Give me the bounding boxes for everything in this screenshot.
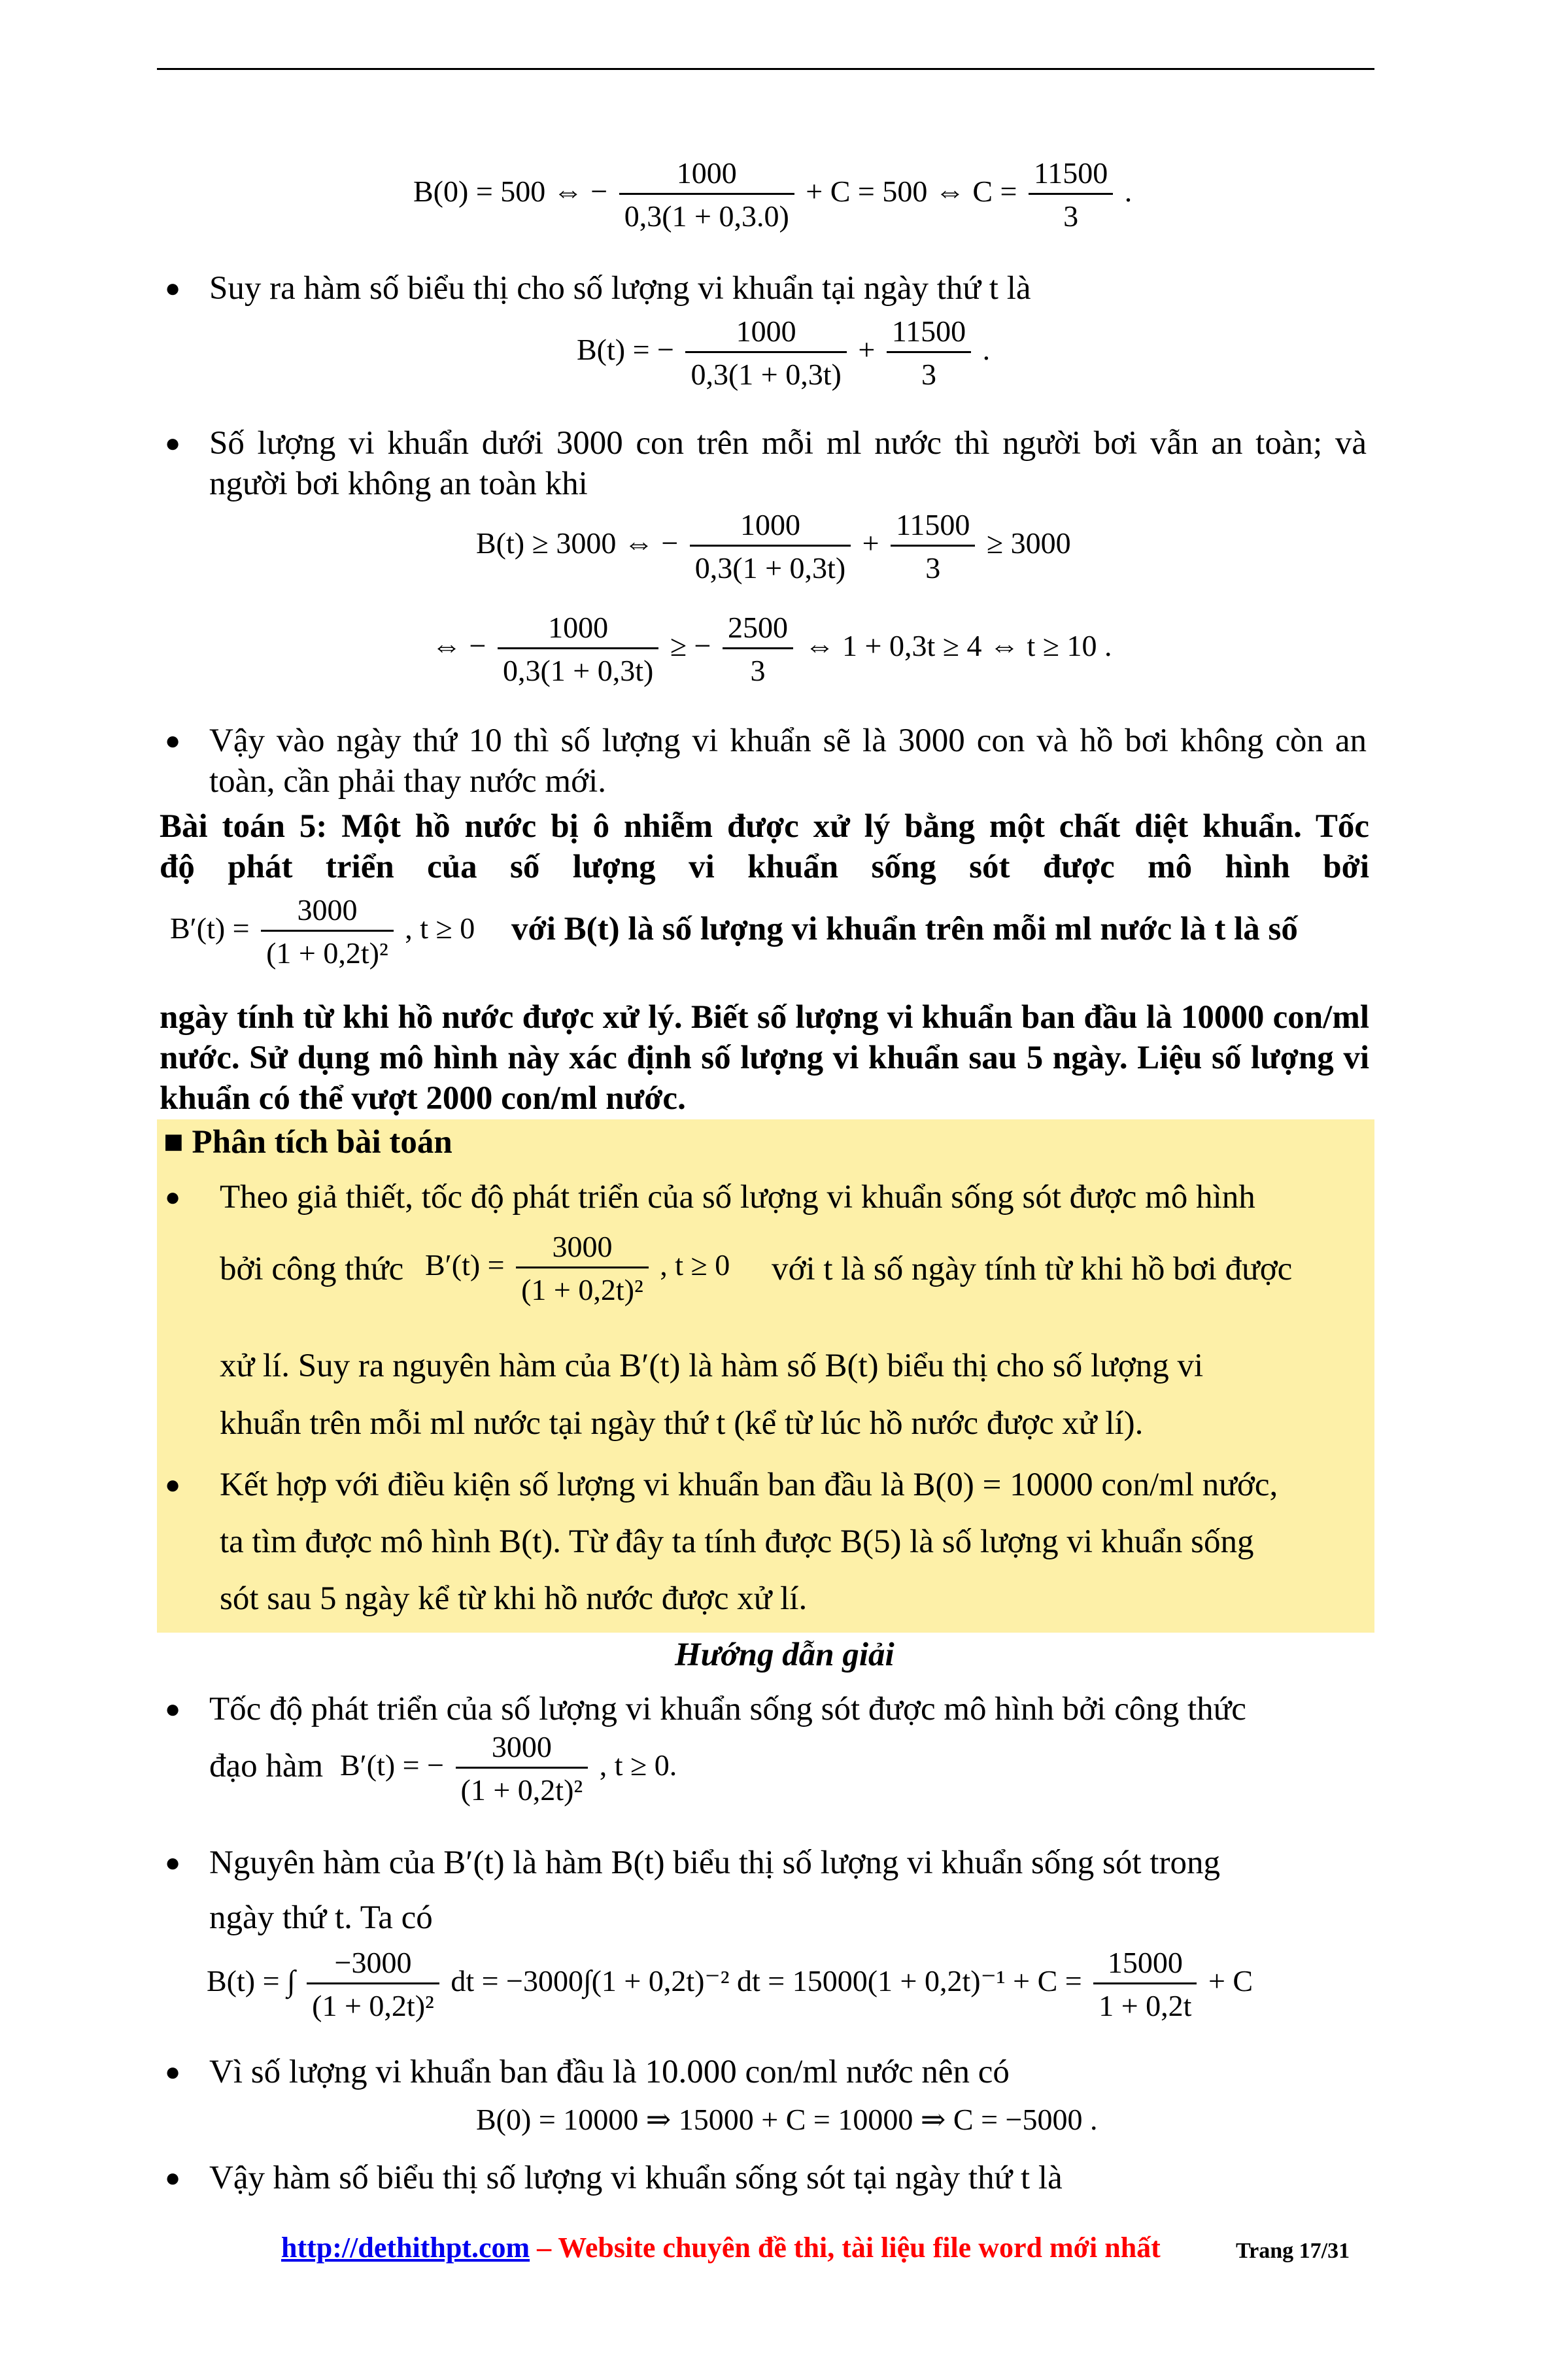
bullet-text-2: Số lượng vi khuẩn dưới 3000 con trên mỗi ml nước thì người bơi vẫn an toàn; và người bơi không an toàn khi [209,425,1367,502]
analysis-line-2-post: với t là số ngày tính từ khi hồ bơi được [772,1251,1293,1287]
page-number: Trang 17/31 [1236,2239,1350,2263]
bullet-text-1: Suy ra hàm số biểu thị cho số lượng vi khuẩn tại ngày thứ t là [209,270,1031,307]
problem-formula: B′(t) = $\frac{3000}{\text{(1 + 0,2t)²}}$ , t ≥ 0 [170,893,475,970]
analysis-line-1: Theo giả thiết, tốc độ phát triển của số lượng vi khuẩn sống sót được mô hình [220,1179,1255,1216]
solution-formula-1: B′(t) = − $\frac{3000}{\text{(1 + 0,2t)²}}$ , t ≥ 0. [340,1730,677,1807]
analysis-title: ■ Phân tích bài toán [163,1124,452,1161]
analysis-line-6: ta tìm được mô hình B(t). Từ đây ta tính được B(5) là số lượng vi khuẩn sống [220,1523,1254,1560]
bullet-icon: ● [165,273,181,303]
solution-line-3: Nguyên hàm của B′(t) là hàm B(t) biểu thị số lượng vi khuẩn sống sót trong [209,1844,1220,1881]
footer-text: – Website chuyên đề thi, tài liệu file word mới nhất [530,2232,1161,2264]
equation-b0-500: B(0) = 500 ⇔ − $\frac{1000}{0,3(1 + 0,3.0)}$ + C = 500 ⇔ C = $\frac{11500}{3}$ . [413,156,1133,233]
bullet-icon: ● [165,1182,181,1212]
solution-line-4: ngày thứ t. Ta có [209,1899,433,1936]
bullet-icon: ● [165,726,181,755]
solution-title: Hướng dẫn giải [675,1637,895,1673]
equation-inequality-2: ⇔ − $\frac{1000}{0,3(1 + 0,3t)}$ ≥ − $\frac{2500}{3}$ ⇔ 1 + 0,3t ≥ 4 ⇔ t ≥ 10 . [432,611,1112,687]
analysis-formula: B′(t) = $\frac{3000}{\text{(1 + 0,2t)²}}$ , t ≥ 0 [425,1230,730,1306]
problem-after-formula: với B(t) là số lượng vi khuẩn trên mỗi ml nước là t là số [511,911,1298,947]
bullet-icon: ● [165,1694,181,1724]
bullet-icon: ● [165,428,181,458]
equation-inequality-1: B(t) ≥ 3000 ⇔ − $\frac{1000}{0,3(1 + 0,3t)}$ + $\frac{11500}{3}$ ≥ 3000 [476,508,1071,585]
header-rule [157,68,1374,70]
solution-line-5: Vì số lượng vi khuẩn ban đầu là 10.000 con/ml nước nên có [209,2054,1010,2090]
solution-eq-b0: B(0) = 10000 ⇒ 15000 + C = 10000 ⇒ C = −5000 . [476,2103,1098,2136]
problem-rest: ngày tính từ khi hồ nước được xử lý. Biết số lượng vi khuẩn ban đầu là 10000 con/ml nước. Sử dụng mô hình này xác định số lượng vi khuẩn sau 5 ngày. Liệu số lượng vi khuẩn có thể vượt 2000 con/ml nước. [160,999,1369,1117]
analysis-line-2-pre: bởi công thức [220,1251,404,1287]
analysis-line-4: khuẩn trên mỗi ml nước tại ngày thứ t (kể từ lúc hồ nước được xử lí). [220,1405,1144,1442]
bullet-icon: ● [165,1470,181,1499]
footer-link[interactable]: http://dethithpt.com [281,2232,530,2264]
problem-line-2: độ phát triển của số lượng vi khuẩn sống sót được mô hình bởi [160,849,1369,885]
bullet-icon: ● [165,1848,181,1877]
solution-line-2-pre: đạo hàm [209,1748,324,1784]
footer [281,2231,1161,2264]
bullet-icon: ● [165,2163,181,2192]
problem-line-1: Bài toán 5: Một hồ nước bị ô nhiễm được xử lý bằng một chất diệt khuẩn. Tốc [160,808,1369,845]
bullet-icon: ● [165,2057,181,2086]
solution-line-1: Tốc độ phát triển của số lượng vi khuẩn sống sót được mô hình bởi công thức [209,1691,1246,1727]
solution-integral: B(t) = ∫ $\frac{-3000}{\text{(1 + 0,2t)²}}$ dt = −3000∫(1 + 0,2t)⁻² dt = 15000(1 + 0,2t)⁻¹ + C = $\frac{15000}{1 + 0,2t}$ + C [207,1946,1253,2022]
equation-bt: B(t) = − $\frac{1000}{0,3(1 + 0,3t)}$ + $\frac{11500}{3}$ . [577,314,991,391]
analysis-line-7: sót sau 5 ngày kể từ khi hồ nước được xử lí. [220,1580,808,1617]
solution-line-6: Vậy hàm số biểu thị số lượng vi khuẩn sống sót tại ngày thứ t là [209,2160,1063,2196]
analysis-line-5: Kết hợp với điều kiện số lượng vi khuẩn ban đầu là B(0) = 10000 con/ml nước, [220,1467,1278,1503]
bullet-text-3: Vậy vào ngày thứ 10 thì số lượng vi khuẩn sẽ là 3000 con và hồ bơi không còn an toàn, cần phải thay nước mới. [209,722,1367,800]
analysis-line-3: xử lí. Suy ra nguyên hàm của B′(t) là hàm số B(t) biểu thị cho số lượng vi [220,1348,1204,1384]
